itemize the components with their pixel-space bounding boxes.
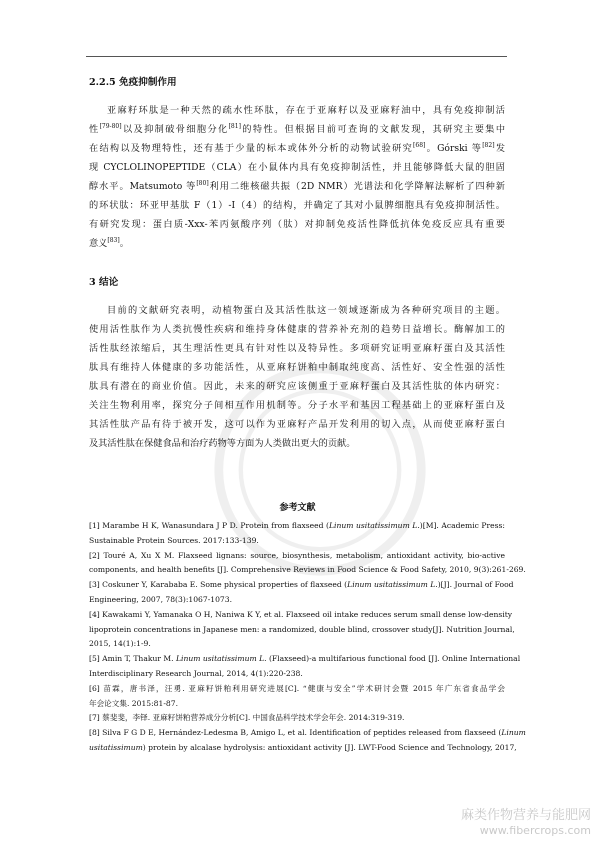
- paragraph-line: 其活性肽产品有待于被开发，这可以作为亚麻籽产品开发利用的切入点，从而使亚麻籽蛋白: [89, 419, 505, 430]
- site-watermark: [461, 808, 591, 838]
- header-rule: [86, 56, 507, 57]
- references-title: 参考文献: [279, 503, 316, 513]
- paragraph-line: 在结构以及物理特性，还有基于少量的标本或体外分析的动物试验研究[68]。Górski 等[82]发: [89, 141, 505, 154]
- paragraph-line: 目前的文献研究表明，动植物蛋白及其活性肽这一领域逐渐成为各种研究项目的主题。: [107, 305, 505, 316]
- citation: [79-80]: [99, 122, 122, 130]
- paragraph-line: 关注生物利用率，探究分子间相互作用机制等。分子水平和基因工程基础上的亚麻籽蛋白及: [89, 400, 505, 411]
- citation: [68]: [413, 141, 426, 149]
- paragraph-line: 及其活性肽在保健食品和治疗药物等方面为人类做出更大的贡献。: [89, 438, 356, 449]
- paragraph-line: 性[79-80]以及抑制破骨细胞分化[81]的特性。但根据目前可查询的文献发现，其研究主要集中: [89, 122, 506, 135]
- watermark-name: 麻类作物营养与能肥网: [460, 808, 591, 823]
- reference-line: 2015, 14(1):1-9.: [89, 639, 151, 649]
- reference-line: [7] 蔡斐斐，李铎. 亚麻籽饼粕营养成分分析[C]. 中国食品科学技术学会年会. 2014:319-319.: [89, 713, 405, 723]
- reference-line: lipoprotein concentrations in Japanese men: a randomized, double blind, crossover study[J]. Nutrition Journal,: [89, 624, 515, 634]
- reference-line: [4] Kawakami Y, Yamanaka O H, Naniwa K Y, et al. Flaxseed oil intake reduces serum small dense low-density: [89, 609, 513, 619]
- paragraph-line: 现 CYCLOLINOPEPTIDE（CLA）在小鼠体内具有免疫抑制活性，并且能够降低大鼠的胆固: [89, 162, 505, 173]
- citation: [83]: [107, 236, 120, 244]
- reference-line: [5] Amin T, Thakur M. Linum usitatissimum L. (Flaxseed)-a multifarious functional food [J]. Online International: [89, 654, 521, 664]
- conclusion-heading: 3 结论: [89, 277, 119, 288]
- paragraph-line: 意义[83]。: [89, 236, 129, 249]
- immunosuppression-paragraph: [89, 101, 505, 253]
- reference-line: Interdisciplinary Research Journal, 2014, 4(1):220-238.: [89, 668, 303, 678]
- section-heading: 2.2.5 免疫抑制作用: [89, 77, 177, 88]
- reference-line: [3] Coskuner Y, Karababa E. Some physical properties of flaxseed (Linum usitatissimum L.)[J]. Journal of Food: [89, 580, 514, 590]
- reference-line: Sustainable Protein Sources. 2017:133-139.: [89, 535, 259, 545]
- paragraph-line: 有研究发现：蛋白质-Xxx-苯丙氨酸序列（肽）对抑制免疫活性降低抗体免疫反应具有重要: [89, 219, 505, 230]
- paragraph-line: 醇水平。Matsumoto 等[80]利用二维核磁共振（2D NMR）光谱法和化学降解法解析了四种新: [89, 179, 505, 192]
- watermark-url: www.fibercrops.com: [479, 824, 591, 837]
- paragraph-line: 亚麻籽环肽是一种天然的疏水性环肽，存在于亚麻籽以及亚麻籽油中，具有免疫抑制活: [107, 105, 505, 116]
- reference-line: Engineering, 2007, 78(3):1067-1073.: [89, 594, 233, 604]
- paragraph-line: 活性肽经浓缩后，其生理活性更具有针对性以及特异性。多项研究证明亚麻籽蛋白及其活性: [89, 343, 505, 354]
- reference-line: [2] Touré A, Xu X M. Flaxseed lignans: source, biosynthesis, metabolism, antioxidant activity, bio-active: [89, 550, 505, 560]
- citation: [82]: [482, 141, 495, 149]
- reference-line: components, and health benefits [J]. Comprehensive Reviews in Food Science & Food Safety, 2010, 9(3):261-269.: [89, 565, 526, 575]
- reference-line: 年会论文集. 2015:81-87.: [89, 698, 178, 708]
- citation: [81]: [228, 122, 241, 130]
- reference-line: [1] Marambe H K, Wanasundara J P D. Protein from flaxseed (Linum usitatissimum L.)[M]. Academic Press:: [89, 521, 505, 530]
- reference-line: [8] Silva F G D E, Hernández-Ledesma B, Amigo L, et al. Identification of peptides released from flaxseed (Linum: [89, 728, 526, 738]
- citation: [80]: [196, 179, 209, 187]
- paragraph-line: 的环状肽：环亚甲基肽 F（1）-I（4）的结构，并确定了其对小鼠脾细胞具有免疫抑制活性。: [89, 200, 505, 211]
- paragraph-line: 使用活性肽作为人类抗慢性疾病和维持身体健康的营养补充剂的趋势日益增长。酶解加工的: [89, 324, 505, 335]
- references-list: [89, 519, 526, 756]
- reference-line: usitatissimum) protein by alcalase hydrolysis: antioxidant activity [J]. LWT-Food Science and Technology, 2017,: [89, 742, 517, 752]
- paragraph-line: 肽具有维持人体健康的多功能活性，从亚麻籽饼粕中制取纯度高、活性好、安全性强的活性: [89, 362, 505, 373]
- paragraph-line: 肽具有潜在的商业价值。因此，未来的研究应该侧重于亚麻籽蛋白及其活性肽的体内研究：: [89, 381, 505, 392]
- reference-line: [6] 苗霖，唐书泽，汪勇. 亚麻籽饼粕利用研究进展[C]. “健康与安全”学术研讨会暨 2015 年广东省食品学会: [89, 683, 505, 693]
